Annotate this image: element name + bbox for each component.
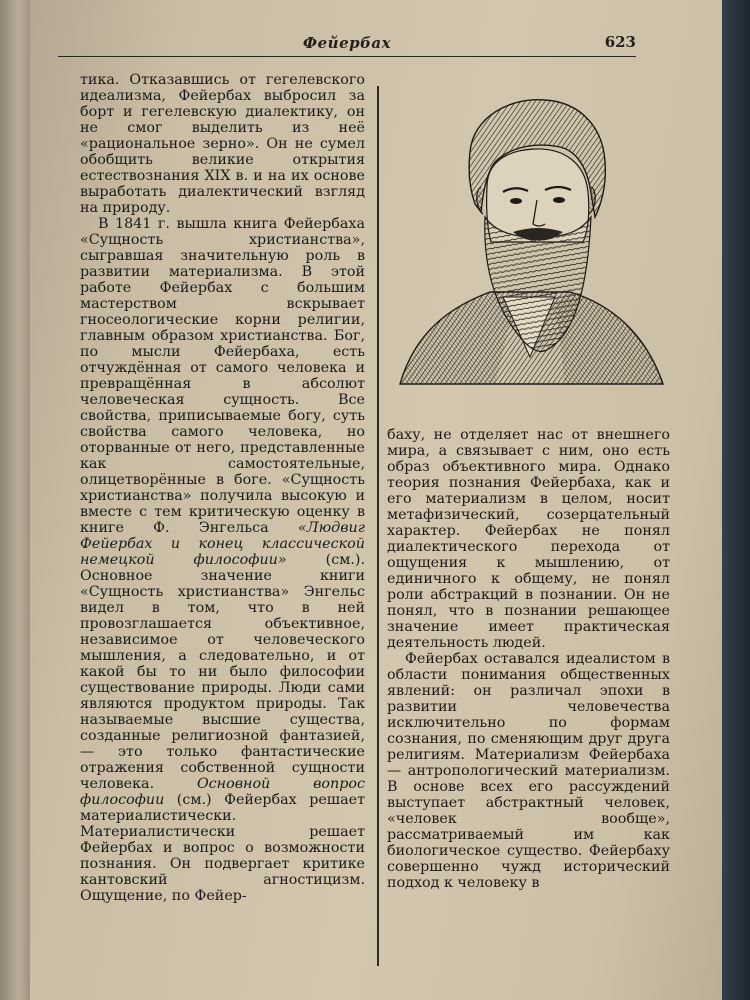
page-number: 623 — [604, 33, 636, 51]
text-run: В 1841 г. вышла книга Фейербаха «Сущность христианства», сыгравшая значительную роль в развитии материализма. В этой работе Фейербах с большим мастерством вскрывает гносеологические корни религии, главным образом христианства. Бог, по мысли Фейербаха, есть отчуждённая от самого человека и превращённая в абсолют человеческая сущность. Все свойства, приписываемые богу, суть свойства самого человека, но оторванные от него, представленные как самостоятельные, олицетворённые в боге. «Сущность христианства» получила высокую и вместе с тем критическую оценку в книге Ф. Энгельса — [80, 216, 365, 536]
left-paragraph-2 — [80, 216, 365, 904]
text-run: (см.). Основное значение книги «Сущность христианства» Энгельс видел в том, что в ней провозглашается объективное, независимое от человеческого мышления, а следовательно, и от какой бы то ни было философии существование природы. Люди сами являются продуктом природы. Так называемые высшие существа, созданные религиозной фантазией, — это только фантастические отражения собственной сущности человека. — [80, 552, 365, 792]
cross-reference-engels-book: «Людвиг Фейербах и конец классической немецкой философии» — [80, 520, 365, 568]
left-page-edge — [0, 0, 32, 1000]
book-cover-edge — [722, 0, 750, 1000]
running-head — [58, 26, 636, 57]
right-paragraph-1: баху, не отделяет нас от внешнего мира, а связывает с ним, оно есть образ объективного мира. Однако теория познания Фейербаха, как и его материализм в целом, носит метафизический, созерцательный характер. Фейербах не понял диалектического перехода от ощущения к мышлению, от единичного к общему, не понял роли абстракций в познании. Он не понял, что в познании решающее значение имеет практическая деятельность людей. — [387, 427, 670, 651]
right-column — [387, 427, 670, 891]
right-paragraph-2: Фейербах оставался идеалистом в области понимания общественных явлений: он различал эпохи в развитии человечества исключительно по формам сознания, по сменяющим друг друга религиям. Материализм Фейербаха — антропологический материализм. В основе всех его рассуждений выступает абстрактный человек, «человек вообще», рассматриваемый им как биологическое существо. Фейербаху совершенно чужд исторический подход к человеку в — [387, 651, 670, 891]
column-divider — [377, 86, 379, 966]
left-column — [80, 72, 365, 904]
text-run: (см.) Фейербах решает материалистически. Материалистически решает Фейербах и вопрос о возможности познания. Он подвергает критике кантовский агностицизм. Ощущение, по Фейер- — [80, 792, 365, 904]
running-title: Фейербах — [302, 34, 392, 52]
feuerbach-portrait-engraving — [395, 92, 665, 392]
left-paragraph-1: тика. Отказавшись от гегелевского идеализма, Фейербах выбросил за борт и гегелевскую диалектику, он не смог выделить из неё «рациональное зерно». Он не сумел обобщить великие открытия естествознания XIX в. и на их основе выработать диалектический взгляд на природу. — [80, 72, 365, 216]
cross-reference-basic-question: Основной вопрос философии — [80, 776, 365, 808]
